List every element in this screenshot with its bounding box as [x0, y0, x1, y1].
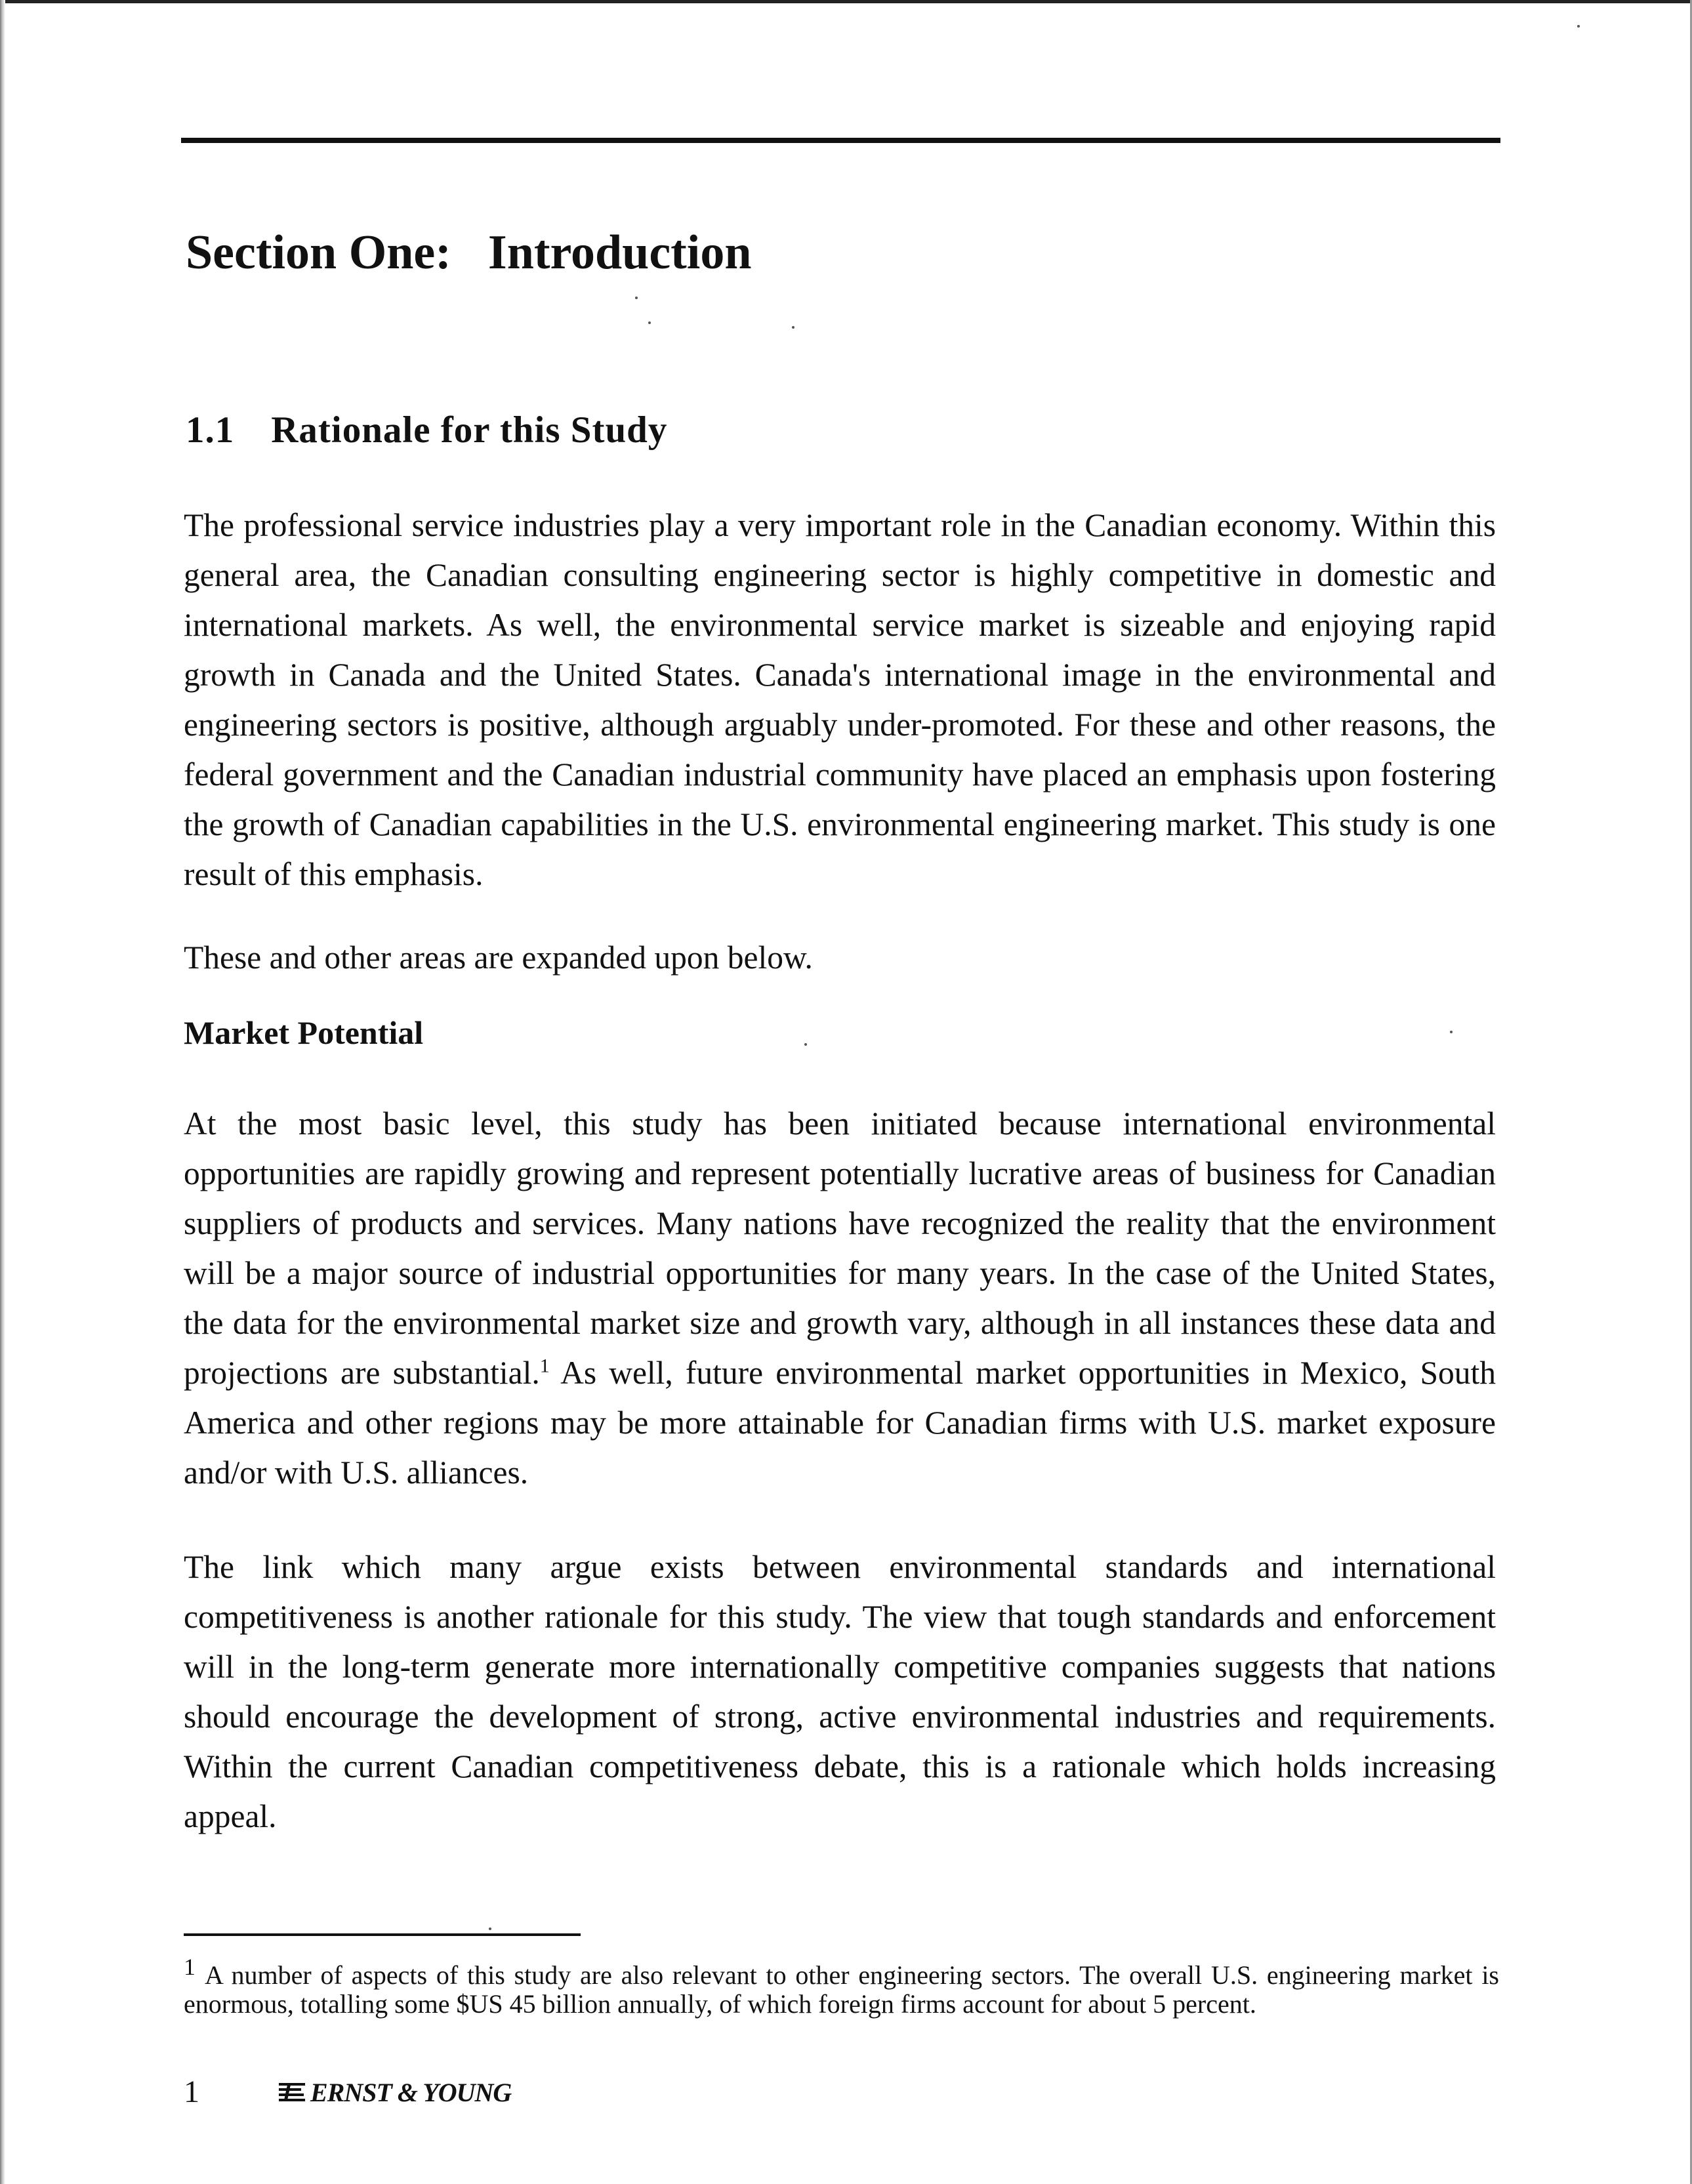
paragraph-market-potential-text-b: As well, future environmental market opportunities in Mexico, South America and other regions may be more attainable for Canadian firms with U.S. market exposure and/or with U.S. alliances. [184, 1355, 1496, 1491]
subsection-number: 1.1 [186, 409, 235, 451]
paragraph-rationale: The professional service industries play a very important role in the Canadian economy. Within this general area, the Canadian consulting engineering sector is highly competitive in domestic and international markets. As well, the environmental service market is sizeable and enjoying rapid growth in Canada and the United States. Canada's international image in the environmental and engineering sectors is positive, although arguably under-promoted. For these and other reasons, the federal government and the Canadian industrial community have placed an emphasis upon fostering the growth of Canadian capabilities in the U.S. environmental engineering market. This study is one result of this emphasis. [184, 507, 1496, 892]
ey-logo-mark-icon [278, 2082, 306, 2104]
scan-speck [1577, 25, 1580, 28]
scan-speck [804, 1043, 807, 1046]
scan-speck [1450, 1031, 1453, 1033]
page-number: 1 [184, 2074, 199, 2109]
scan-speck [648, 321, 651, 324]
scan-edge-top [0, 0, 1692, 3]
section-label: Section One: [186, 226, 451, 279]
footnote-reference[interactable]: 1 [539, 1355, 550, 1377]
scan-speck [635, 297, 638, 299]
scan-edge-left [0, 0, 5, 2184]
logo-wordmark: ERNST & YOUNG [310, 2078, 512, 2107]
header-rule [181, 138, 1500, 143]
market-potential-heading: Market Potential [184, 1014, 424, 1051]
footnote-text: A number of aspects of this study are also relevant to other engineering sectors. The overall U.S. engineering market is enormous, totalling some $US 45 billion annually, of which foreign firms account for about 5 percent. [184, 1960, 1499, 2019]
paragraph-market-potential [184, 1099, 1496, 1498]
scan-speck [489, 1927, 491, 1930]
section-title [186, 228, 752, 277]
subsection-heading [186, 411, 667, 449]
ernst-young-logo [278, 2076, 511, 2109]
paragraph-market-potential-text-a: At the most basic level, this study has been initiated because international environmental opportunities are rapidly growing and represent potentially lucrative areas of business for Canadian suppliers of products and services. Many nations have recognized the reality that the environment will be a major source of industrial opportunities for many years. In the case of the United States, the data for the environmental market size and growth vary, although in all instances these data and projections are substantial. [184, 1105, 1496, 1391]
paragraph-expanded-below: These and other areas are expanded upon below. [184, 939, 813, 976]
subsection-title: Rationale for this Study [271, 409, 668, 451]
footnote [184, 1952, 1499, 2019]
paragraph-competitiveness: The link which many argue exists between environmental standards and international competitiveness is another rationale for this study. The view that tough standards and enforcement will in the long-term generate more internationally competitive companies suggests that nations should encourage the development of strong, active environmental industries and requirements. Within the current Canadian competitiveness debate, this is a rationale which holds increasing appeal. [184, 1549, 1496, 1834]
footnote-marker: 1 [184, 1954, 196, 1980]
section-name: Introduction [487, 226, 752, 279]
footnote-rule [184, 1933, 581, 1936]
scan-speck [792, 326, 794, 329]
